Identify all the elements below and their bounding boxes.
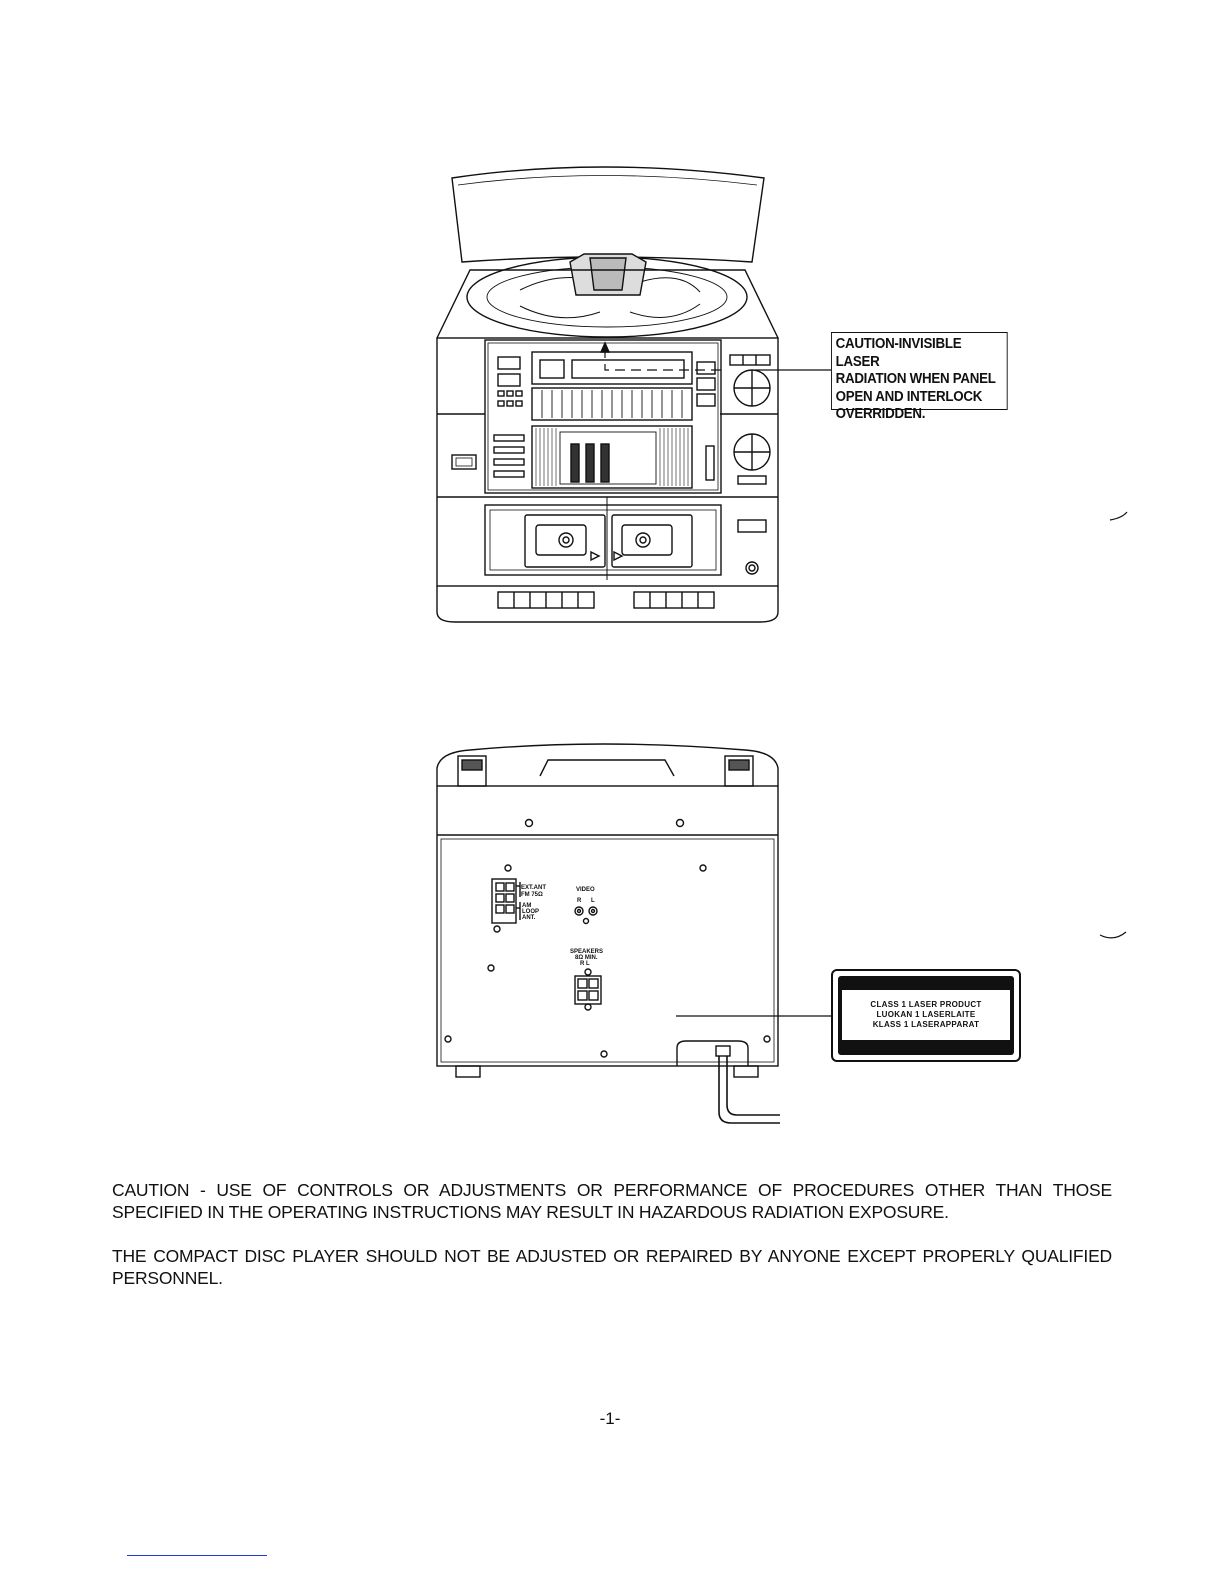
caution-label-line-4: OVERRIDDEN. (835, 406, 926, 422)
ext-ant-label: EXT.ANT (521, 885, 547, 891)
laser-label-line-1: CLASS 1 LASER PRODUCT (870, 1000, 982, 1009)
caution-label-line-1: CAUTION-INVISIBLE LASER (835, 336, 962, 370)
speakers-rl-label: R L (580, 961, 590, 967)
loop-label: LOOP (522, 909, 540, 915)
ant-label: ANT. (522, 915, 536, 921)
video-l-label: L (591, 898, 595, 904)
speakers-label: SPEAKERS (570, 949, 604, 955)
video-r-label: R (577, 898, 582, 904)
speakers-min-label: 8Ω MIN. (575, 955, 598, 961)
laser-label-line-3: KLASS 1 LASERAPPARAT (872, 1020, 980, 1029)
service-warning-paragraph: THE COMPACT DISC PLAYER SHOULD NOT BE ADJUSTED OR REPAIRED BY ANYONE EXCEPT PROPERLY QUALIFIED PERSONNEL. (112, 1246, 1112, 1288)
caution-label-line-3: OPEN AND INTERLOCK (835, 388, 983, 405)
am-label: AM (522, 903, 532, 909)
footer-rule (127, 1555, 267, 1556)
laser-label-line-2: LUOKAN 1 LASERLAITE (876, 1010, 976, 1019)
laser-label-text-area (842, 990, 1010, 1040)
caution-label-line-2: RADIATION WHEN PANEL (835, 371, 996, 387)
fm-label: FM 75Ω (521, 892, 543, 898)
class-1-laser-label (831, 969, 1021, 1062)
caution-paragraph: CAUTION - USE OF CONTROLS OR ADJUSTMENTS OR PERFORMANCE OF PROCEDURES OTHER THAN THOSE SPECIFIED IN THE OPERATING INSTRUCTIONS MAY RESULT IN HAZARDOUS RADIATION EXPOSURE. (112, 1180, 1112, 1222)
page-number: -1- (599, 1409, 621, 1428)
video-label: VIDEO (576, 887, 595, 893)
